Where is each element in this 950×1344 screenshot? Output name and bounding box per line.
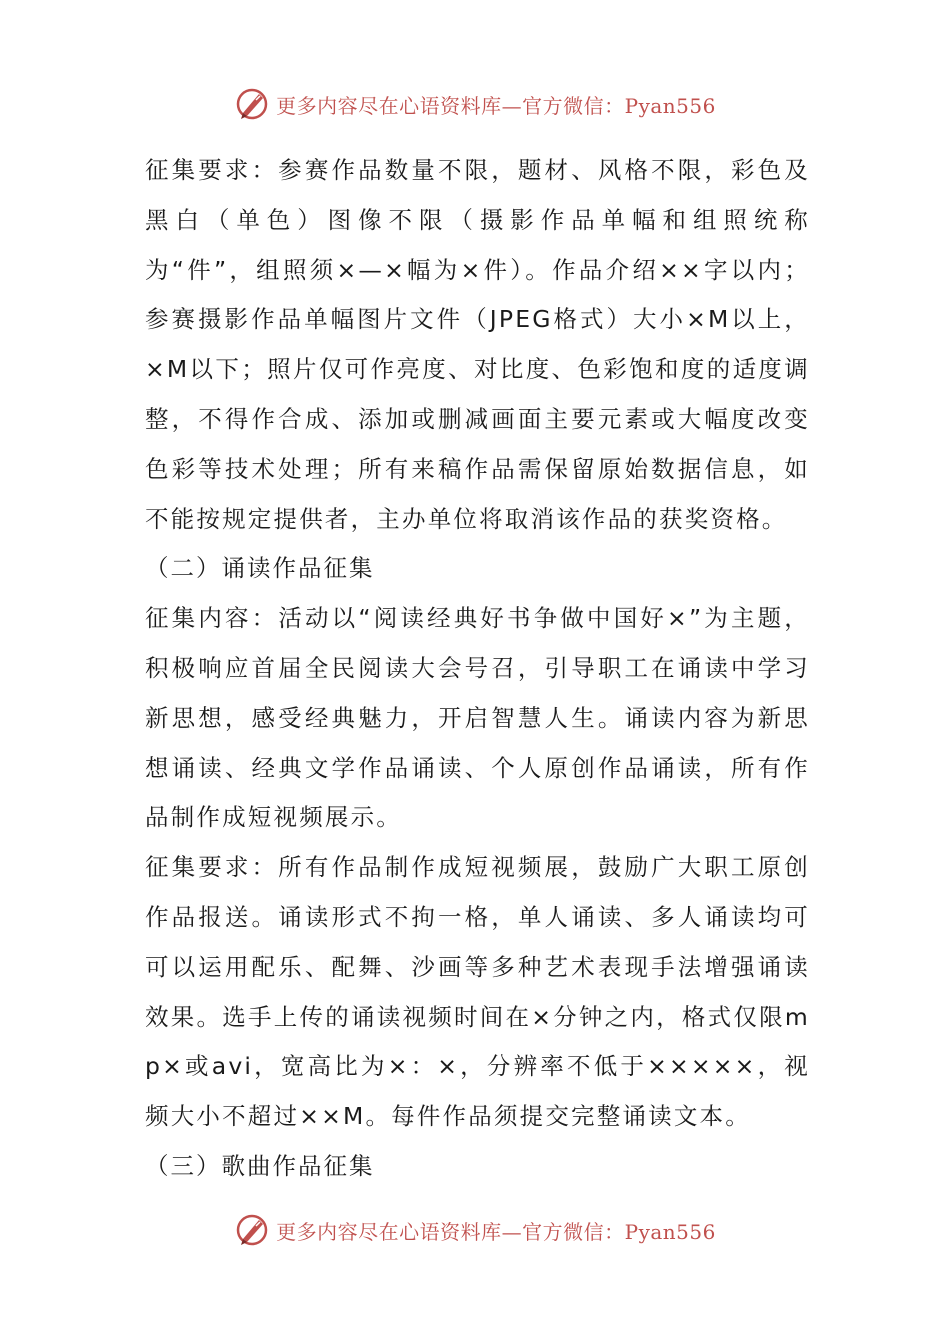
paragraph-recitation-content: 征集内容：活动以“阅读经典好书争做中国好×”为主题，积极响应首届全民阅读大会号召，引导职工在诵读中学习新思想，感受经典魅力，开启智慧人生。诵读内容为新思想诵读、经典文学作品诵读、个人原创作品诵读，所有作品制作成短视频展示。 xyxy=(145,604,810,832)
header-watermark-text: 更多内容尽在心语资料库—官方微信：Pyan556 xyxy=(276,93,716,118)
pen-logo-icon xyxy=(234,1212,270,1248)
paragraph-photo-requirements: 征集要求：参赛作品数量不限，题材、风格不限，彩色及黑白（单色）图像不限（摄影作品单幅和组照统称为“件”，组照须×—×幅为×件）。作品介绍××字以内；参赛摄影作品单幅图片文件（JPEG格式）大小×M以上，×M以下；照片仅可作亮度、对比度、色彩饱和度的适度调整，不得作合成、添加或删减画面主要元素或大幅度改变色彩等技术处理；所有来稿作品需保留原始数据信息，如不能按规定提供者，主办单位将取消该作品的获奖资格。 xyxy=(145,156,810,533)
header-watermark-banner xyxy=(0,84,950,124)
section-heading-songs: （三）歌曲作品征集 xyxy=(145,1151,375,1180)
section-heading-recitation: （二）诵读作品征集 xyxy=(145,554,375,583)
document-body xyxy=(145,146,810,1192)
pen-logo-icon xyxy=(234,86,270,122)
footer-watermark-text: 更多内容尽在心语资料库—官方微信：Pyan556 xyxy=(276,1219,716,1244)
footer-watermark-banner xyxy=(0,1210,950,1250)
paragraph-recitation-requirements: 征集要求：所有作品制作成短视频展，鼓励广大职工原创作品报送。诵读形式不拘一格，单人诵读、多人诵读均可可以运用配乐、配舞、沙画等多种艺术表现手法增强诵读效果。选手上传的诵读视频时间在×分钟之内，格式仅限mp×或avi，宽高比为×：×，分辨率不低于×××××，视频大小不超过××M。每件作品须提交完整诵读文本。 xyxy=(145,853,810,1131)
